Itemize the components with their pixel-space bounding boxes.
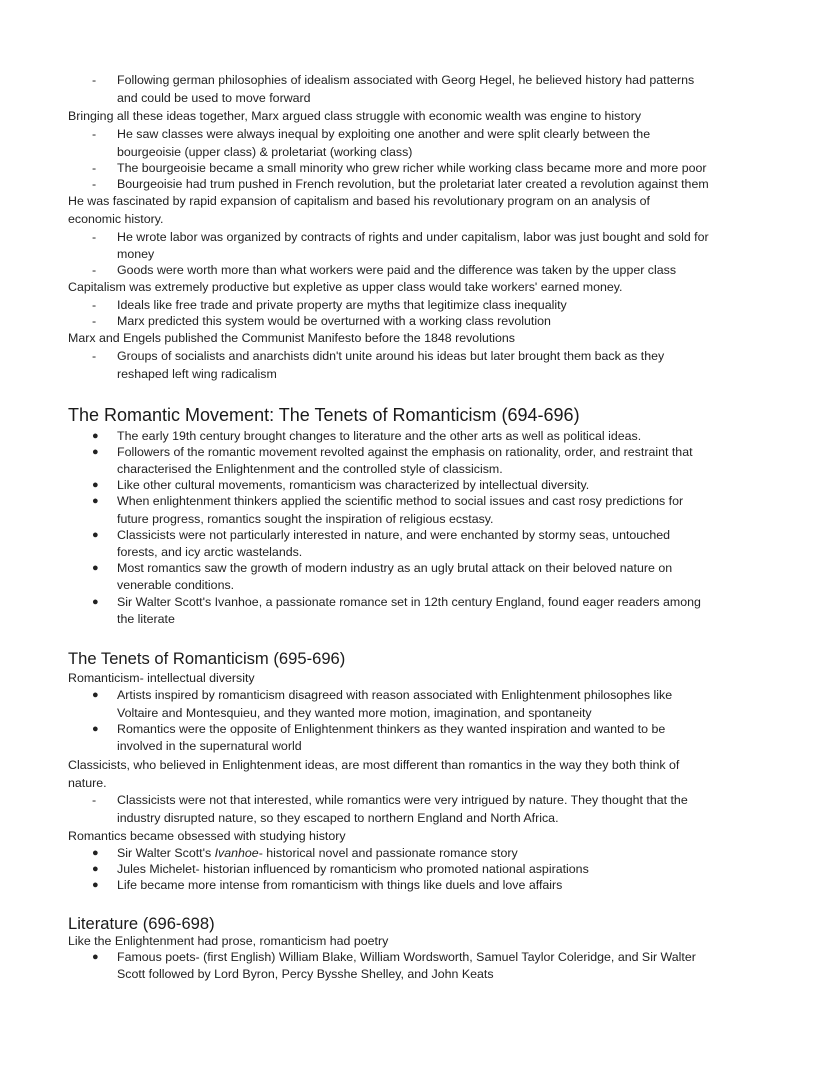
bullet-marker: ●: [92, 430, 99, 442]
dash-item-text: He saw classes were always inequal by exploiting one another and were split clearly between the: [117, 127, 651, 141]
paragraph: Bringing all these ideas together, Marx argued class struggle with economic wealth was engine to history: [68, 109, 642, 123]
bullet-item-text: Scott followed by Lord Byron, Percy Bysshe Shelley, and John Keats: [117, 967, 494, 981]
dash-marker: -: [92, 263, 97, 277]
paragraph: He was fascinated by rapid expansion of capitalism and based his revolutionary program on an analysis of: [68, 194, 650, 208]
bullet-marker: ●: [92, 863, 99, 875]
book-title: Ivanhoe: [214, 846, 259, 860]
bullet-item-text: Like other cultural movements, romanticism was characterized by intellectual diversity.: [117, 478, 590, 492]
bullet-item-text: Artists inspired by romanticism disagreed with reason associated with Enlightenment philosophes like: [117, 688, 673, 702]
bullet-item-text: involved in the supernatural world: [117, 739, 302, 753]
bullet-item-text: Jules Michelet- historian influenced by romanticism who promoted national aspirations: [117, 862, 589, 876]
bullet-item-text: Romantics were the opposite of Enlightenment thinkers as they wanted inspiration and wanted to be: [117, 722, 666, 736]
dash-item-text: The bourgeoisie became a small minority who grew richer while working class became more and more poor: [117, 161, 707, 175]
bullet-item-text: characterised the Enlightenment and the controlled style of classicism.: [117, 462, 503, 476]
dash-marker: -: [92, 161, 97, 175]
bullet-marker: ●: [92, 723, 99, 735]
bullet-marker: ●: [92, 529, 99, 541]
bullet-text-part: Sir Walter Scott's: [117, 846, 215, 860]
bullet-item-text: When enlightenment thinkers applied the scientific method to social issues and cast rosy predictions for: [117, 494, 684, 508]
bullet-item-text: the literate: [117, 612, 175, 626]
bullet-item-text: [117, 845, 518, 862]
dash-marker: -: [92, 349, 97, 363]
bullet-item-text: Famous poets- (first English) William Blake, William Wordsworth, Samuel Taylor Coleridge, and Sir Walter: [117, 950, 696, 964]
bullet-item-text: Sir Walter Scott's Ivanhoe, a passionate romance set in 12th century England, found eager readers among: [117, 595, 701, 609]
bullet-marker: ●: [92, 879, 99, 891]
dash-item-text: and could be used to move forward: [117, 91, 311, 105]
bullet-marker: ●: [92, 689, 99, 701]
bullet-marker: ●: [92, 596, 99, 608]
dash-marker: -: [92, 73, 97, 87]
bullet-item-text: Life became more intense from romanticism with things like duels and love affairs: [117, 878, 563, 892]
paragraph: Marx and Engels published the Communist Manifesto before the 1848 revolutions: [68, 331, 516, 345]
paragraph: economic history.: [68, 212, 164, 226]
bullet-item-text: forests, and icy arctic wastelands.: [117, 545, 303, 559]
bullet-marker: ●: [92, 951, 99, 963]
paragraph: Romanticism- intellectual diversity: [68, 671, 255, 685]
bullet-marker: ●: [92, 562, 99, 574]
dash-marker: -: [92, 793, 97, 807]
dash-item-text: Groups of socialists and anarchists didn't unite around his ideas but later brought them back as they: [117, 349, 665, 363]
bullet-item-text: Most romantics saw the growth of modern industry as an ugly brutal attack on their beloved nature on: [117, 561, 673, 575]
bullet-item-text: Classicists were not particularly interested in nature, and were enchanted by stormy seas, untouched: [117, 528, 671, 542]
bullet-item-text: future progress, romantics sought the inspiration of religious ecstasy.: [117, 512, 494, 526]
dash-item-text: Marx predicted this system would be overturned with a working class revolution: [117, 314, 551, 328]
dash-marker: -: [92, 177, 97, 191]
dash-item-text: reshaped left wing radicalism: [117, 367, 277, 381]
bullet-text-part: - historical novel and passionate romance story: [258, 846, 518, 860]
paragraph: Capitalism was extremely productive but expletive as upper class would take workers' earned money.: [68, 280, 623, 294]
bullet-item-text: Voltaire and Montesquieu, and they wanted more motion, imagination, and spontaneity: [117, 706, 592, 720]
bullet-item-text: Followers of the romantic movement revolted against the emphasis on rationality, order, and restraint that: [117, 445, 693, 459]
dash-marker: -: [92, 127, 97, 141]
bullet-marker: ●: [92, 847, 99, 859]
dash-item-text: money: [117, 247, 155, 261]
section-heading: The Tenets of Romanticism (695-696): [68, 649, 346, 668]
dash-item-text: Following german philosophies of idealism associated with Georg Hegel, he believed history had patterns: [117, 73, 695, 87]
bullet-marker: ●: [92, 446, 99, 458]
dash-item-text: Goods were worth more than what workers were paid and the difference was taken by the upper class: [117, 263, 677, 277]
bullet-marker: ●: [92, 495, 99, 507]
dash-marker: -: [92, 314, 97, 328]
dash-item-text: Ideals like free trade and private property are myths that legitimize class inequality: [117, 298, 567, 312]
bullet-item-text: venerable conditions.: [117, 578, 235, 592]
bullet-marker: ●: [92, 479, 99, 491]
dash-item-text: Bourgeoisie had trum pushed in French revolution, but the proletariat later created a revolution against them: [117, 177, 709, 191]
paragraph: Like the Enlightenment had prose, romanticism had poetry: [68, 934, 389, 948]
bullet-item-text: The early 19th century brought changes to literature and the other arts as well as political ideas.: [117, 429, 642, 443]
dash-item-text: industry disrupted nature, so they escaped to northern England and North Africa.: [117, 811, 559, 825]
dash-marker: -: [92, 230, 97, 244]
section-heading: Literature (696-698): [68, 914, 215, 933]
dash-item-text: bourgeoisie (upper class) & proletariat (working class): [117, 145, 413, 159]
dash-item-text: He wrote labor was organized by contracts of rights and under capitalism, labor was just bought and sold for: [117, 230, 709, 244]
paragraph: Classicists, who believed in Enlightenment ideas, are most different than romantics in the way they both think of: [68, 758, 680, 772]
paragraph: nature.: [68, 776, 107, 790]
dash-item-text: Classicists were not that interested, while romantics were very intrigued by nature. They thought that the: [117, 793, 688, 807]
section-heading: The Romantic Movement: The Tenets of Romanticism (694-696): [68, 405, 580, 425]
dash-marker: -: [92, 298, 97, 312]
paragraph: Romantics became obsessed with studying history: [68, 829, 346, 843]
